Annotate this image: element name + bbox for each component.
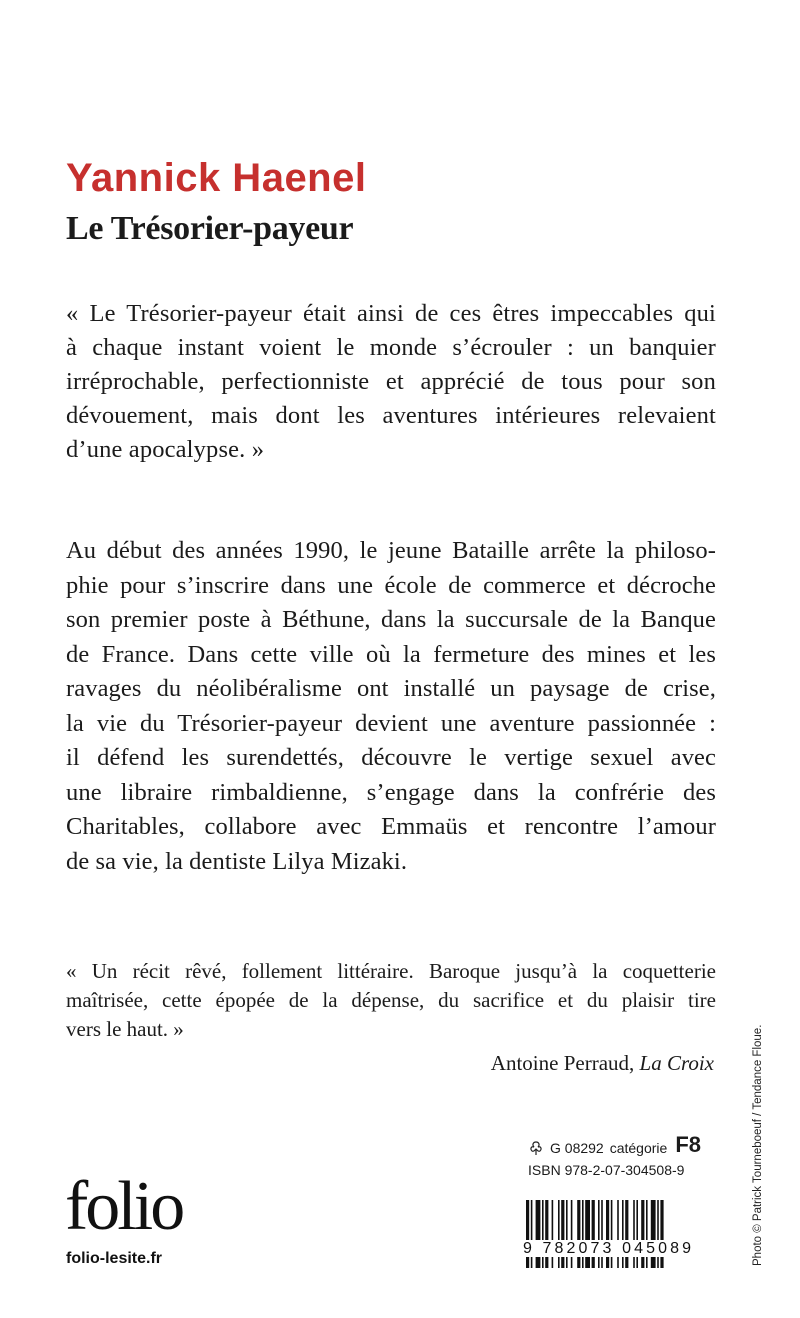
author-name: Yannick Haenel (66, 156, 367, 200)
critic-name: Antoine Perraud, (490, 1051, 635, 1075)
barcode (524, 1200, 720, 1272)
summary-line: de sa vie, la dentiste Lilya Mizaki. (66, 847, 408, 875)
review-line: « Un récit rêvé, follement littéraire. Baroque jusqu’à la coquetterie (66, 959, 716, 983)
publisher-logo: folio (65, 1168, 183, 1245)
book-summary (66, 534, 716, 879)
catalog-code: G 08292 (550, 1140, 604, 1156)
barcode-digits: 9 782073 045089 (523, 1240, 695, 1257)
summary-line: son premier poste à Béthune, dans la succursale de la Banque (66, 606, 716, 633)
quote-line: « Le Trésorier-payeur était ainsi de ces êtres impeccables qui (66, 300, 716, 327)
isbn: ISBN 978-2-07-304508-9 (528, 1162, 685, 1178)
product-codes (528, 1130, 718, 1178)
photo-credit: Photo © Patrick Tourneboeuf / Tendance Floue. (752, 1024, 764, 1266)
summary-line: Au début des années 1990, le jeune Bataille arrête la philoso- (66, 537, 716, 564)
summary-line: il défend les surendettés, découvre le vertige sexuel avec (66, 744, 716, 771)
review-line: vers le haut. » (66, 1017, 184, 1041)
summary-line: de France. Dans cette ville où la fermeture des mines et les (66, 640, 716, 668)
category-label: catégorie (609, 1140, 668, 1156)
excerpt-quote (66, 297, 716, 467)
review-attribution (491, 1051, 714, 1076)
folio-emblem-icon (528, 1140, 544, 1156)
quote-line: dévouement, mais dont les aventures intérieures relevaient (66, 402, 716, 429)
quote-line: irréprochable, perfectionniste et apprécié de tous pour son (66, 368, 716, 395)
summary-line: la vie du Trésorier-payeur devient une aventure passionnée : (66, 709, 716, 737)
press-review (66, 957, 716, 1044)
summary-line: une libraire rimbaldienne, s’engage dans la confrérie des (66, 778, 716, 806)
publisher-website: folio-lesite.fr (66, 1250, 163, 1267)
summary-line: ravages du néolibéralisme ont installé un paysage de crise, (66, 675, 716, 702)
publication-name: La Croix (639, 1051, 714, 1075)
category-code: F8 (675, 1132, 701, 1157)
quote-line: d’une apocalypse. » (66, 436, 265, 463)
quote-line: à chaque instant voient le monde s’écrouler : un banquier (66, 334, 716, 361)
summary-line: Charitables, collabore avec Emmaüs et rencontre l’amour (66, 813, 716, 840)
review-line: maîtrisée, cette épopée de la dépense, du sacrifice et du plaisir tire (66, 988, 716, 1012)
summary-line: phie pour s’inscrire dans une école de commerce et décroche (66, 571, 716, 599)
book-title: Le Trésorier-payeur (66, 210, 354, 247)
